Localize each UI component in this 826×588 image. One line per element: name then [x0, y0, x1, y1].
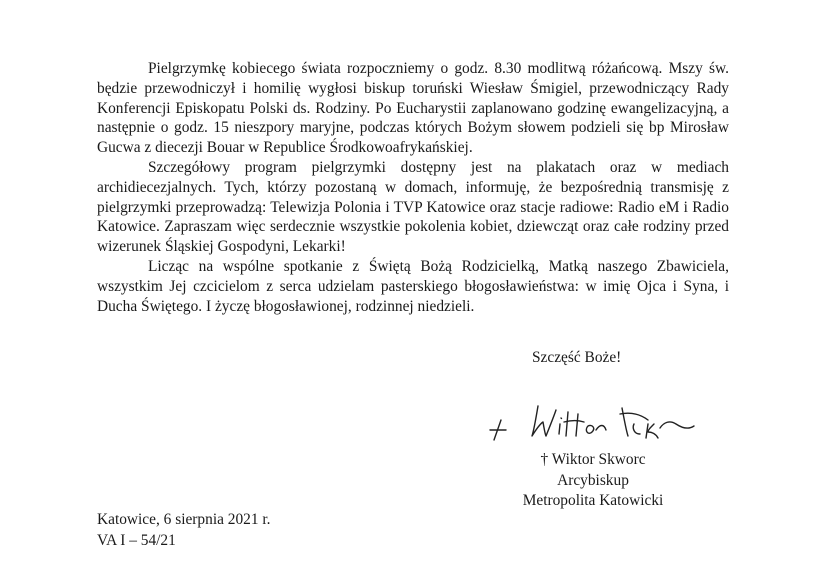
signatory-name: † Wiktor Skworc [540, 451, 646, 468]
letter-footer [97, 510, 271, 551]
paragraph-3: Licząc na wspólne spotkanie z Świętą Bożą Rodzicielką, Matką naszego Zbawiciela, wszystkim Jej czcicielom z serca udzielam pasterskiego błogosławieństwa: w imię Ojca i Syna, i Ducha Świętego. I życzę błogosławionej, rodzinnej niedzieli. [97, 257, 729, 315]
signatory-office: Metropolita Katowicki [522, 492, 664, 509]
reference-number: VA I – 54/21 [97, 531, 176, 549]
signature-block [486, 450, 700, 512]
handwritten-signature [484, 390, 704, 452]
place-date: Katowice, 6 sierpnia 2021 r. [97, 511, 271, 528]
signatory-title: Arcybiskup [557, 471, 629, 489]
signature-drawing [484, 390, 704, 452]
paragraph-2: Szczegółowy program pielgrzymki dostępny jest na plakatach oraz w mediach archidiecezjalnych. Tych, którzy pozostaną w domach, informuję, że bezpośrednią transmisję z pielgrzymki przeprowadzą: Telewizja Polonia i TVP Katowice oraz stacje radiowe: Radio eM i Radio Katowice. Zapraszam więc serdecznie wszystkie pokolenia kobiet, dziewcząt oraz całe rodziny przed wizerunek Śląskiej Gospodyni, Lekarki! [97, 158, 729, 256]
paragraph-1: Pielgrzymkę kobiecego świata rozpoczniemy o godz. 8.30 modlitwą różańcową. Mszy św. będzie przewodniczył i homilię wygłosi biskup toruński Wiesław Śmigiel, przewodniczący Rady Konferencji Episkopatu Polski ds. Rodziny. Po Eucharystii zaplanowano godzinę ewangelizacyjną, a następnie o godz. 15 nieszpory maryjne, podczas których Bożym słowem podzieli się bp Mirosław Gucwa z diecezji Bouar w Republice Środkowoafrykańskiej. [97, 60, 729, 157]
letter-body [97, 59, 729, 316]
closing-greeting: Szczęść Boże! [532, 349, 622, 366]
